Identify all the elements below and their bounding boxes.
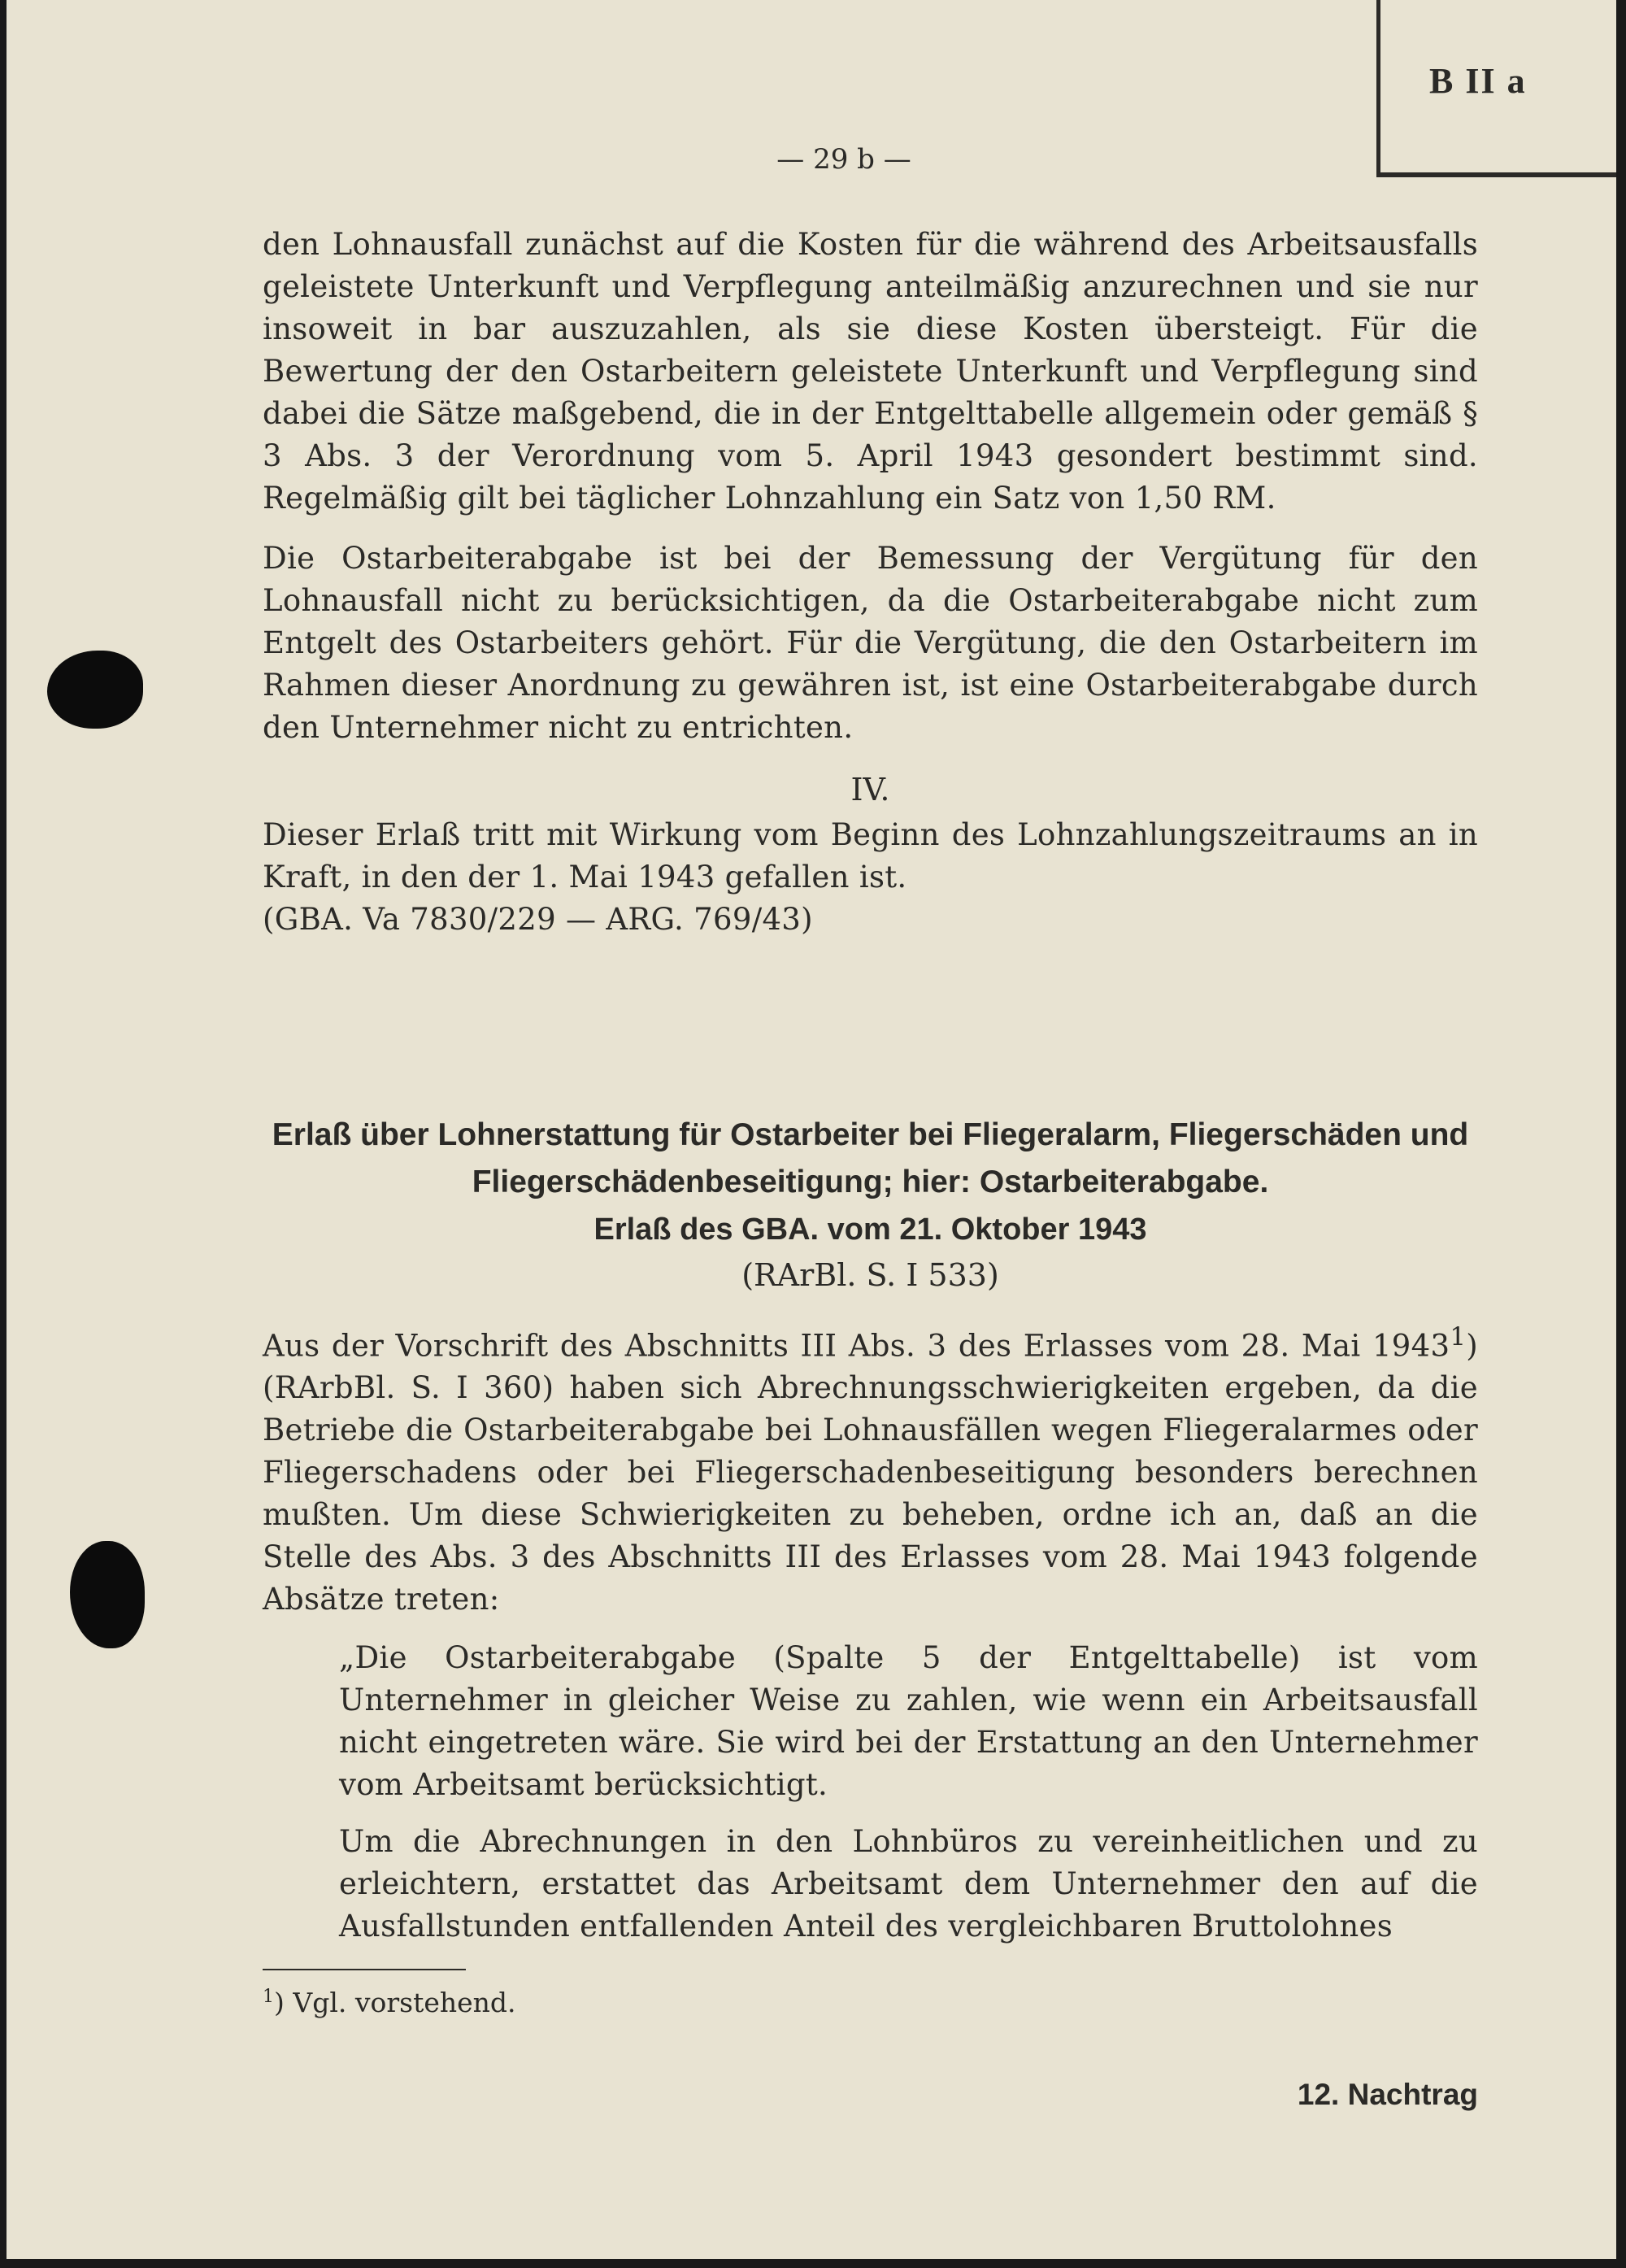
decree-subtitle: Erlaß des GBA. vom 21. Oktober 1943 — [593, 1212, 1147, 1247]
footnote-text: ) Vgl. vorstehend. — [274, 1987, 516, 2019]
supplement-label: 12. Nachtrag — [1297, 2078, 1478, 2111]
footnote — [263, 1987, 1478, 2018]
decree-intro-start: Aus der Vorschrift des Abschnitts III Abs. 3 des Erlasses vom 28. Mai 1943 — [263, 1328, 1450, 1364]
section-tab-label: B II a — [1429, 61, 1527, 101]
section-number-iv: IV. — [850, 772, 890, 808]
punch-hole-top — [47, 651, 143, 729]
document-page — [7, 0, 1616, 2259]
section-iv-reference: (GBA. Va 7830/229 — ARG. 769/43) — [263, 902, 813, 937]
paragraph-continuation: den Lohnausfall zunächst auf die Kosten für die während des Arbeitsausfalls geleistete Unterkunft und Verpflegung anteilmäßig anzurechnen und sie nur insoweit in bar auszuzahlen, als sie diese Kosten übersteigt. Für die Bewertung der den Ostarbeitern geleistete Unterkunft und Verpflegung sind dabei die Sätze maßgebend, die in der Entgelttabelle allgemein oder gemäß § 3 Abs. 3 der Verordnung vom 5. April 1943 gesondert bestimmt sind. Regelmäßig gilt bei täglicher Lohnzahlung ein Satz von 1,50 RM. — [263, 227, 1478, 516]
section-iv-text: Dieser Erlaß tritt mit Wirkung vom Beginn des Lohnzahlungszeitraums an in Kraft, in den der 1. Mai 1943 gefallen ist. — [263, 817, 1478, 895]
footnote-marker: 1 — [263, 1987, 274, 2008]
main-content — [263, 224, 1478, 2018]
decree-citation: (RArBl. S. I 533) — [741, 1257, 999, 1293]
decree-intro-paragraph — [263, 1316, 1478, 1621]
punch-hole-bottom — [70, 1541, 145, 1648]
decree-title: Erlaß über Lohnerstattung für Ostarbeiter bei Fliegeralarm, Fliegerschäden und Fliegerschädenbeseitigung; hier: Ostarbeiterabgabe. — [272, 1117, 1469, 1199]
footnote-reference: 1 — [1450, 1322, 1467, 1352]
decree-quote-2: Um die Abrechnungen in den Lohnbüros zu vereinheitlichen und zu erleichtern, erstattet das Arbeitsamt dem Unternehmer den auf die Ausfallstunden entfallenden Anteil des vergleichbaren Bruttolohnes — [339, 1824, 1478, 1944]
footnote-divider — [263, 1969, 466, 1970]
paragraph-ostarbeiterabgabe: Die Ostarbeiterabgabe ist bei der Bemessung der Vergütung für den Lohnausfall nicht zu berücksichtigen, da die Ostarbeiterabgabe nicht zum Entgelt des Ostarbeiters gehört. Für die Vergütung, die den Ostarbeitern im Rahmen dieser Anordnung zu gewähren ist, ist eine Ostarbeiterabgabe durch den Unternehmer nicht zu entrichten. — [263, 541, 1478, 745]
decree-quote-1: „Die Ostarbeiterabgabe (Spalte 5 der Entgelttabelle) ist vom Unternehmer in gleicher Weise zu zahlen, wie wenn ein Arbeitsausfall nicht eingetreten wäre. Sie wird bei der Erstattung an den Unternehmer vom Arbeitsamt berücksichtigt. — [339, 1640, 1478, 1803]
page-number: — 29 b — — [776, 143, 911, 176]
decree-intro-end: ) (RArbBl. S. I 360) haben sich Abrechnungsschwierigkeiten ergeben, da die Betriebe die Ostarbeiterabgabe bei Lohnausfällen wegen Fliegeralarmes oder Fliegerschadens oder bei Fliegerschadenbeseitigung besonders berechnen mußten. Um diese Schwierigkeiten zu beheben, ordne ich an, daß an die Stelle des Abs. 3 des Abschnitts III des Erlasses vom 28. Mai 1943 folgende Absätze treten: — [263, 1328, 1478, 1617]
